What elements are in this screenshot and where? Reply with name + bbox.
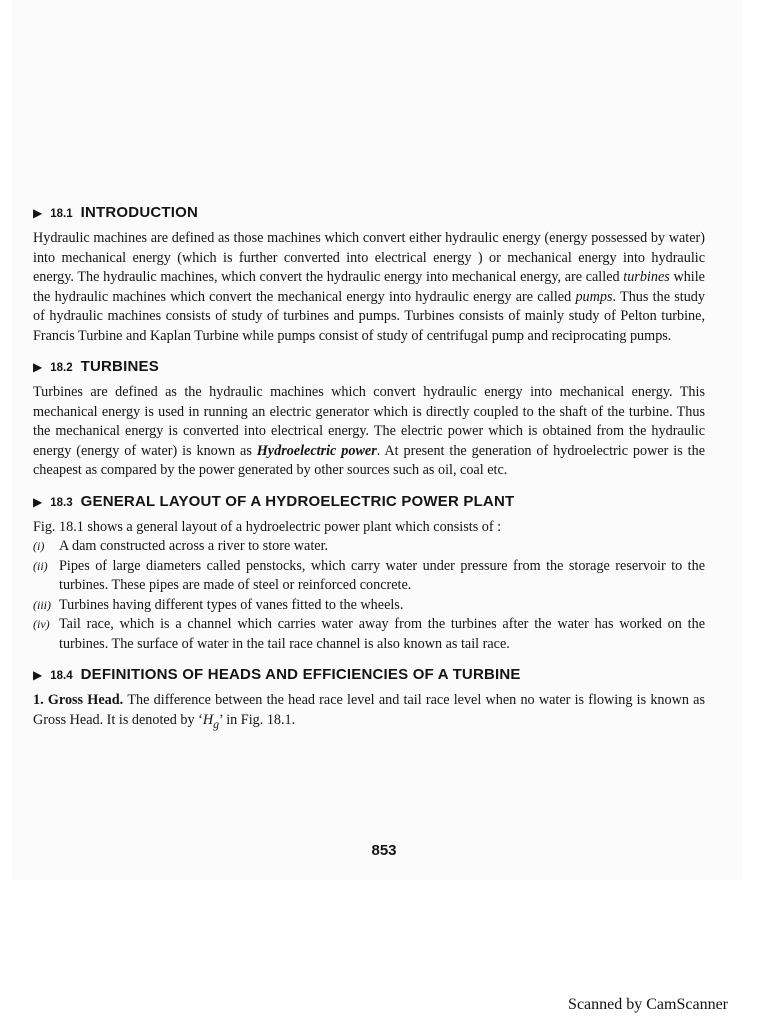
section-introduction [33,204,705,346]
list-item: (iii) Turbines having different types of vanes fitted to the wheels. [33,596,404,613]
triangle-bullet-icon: ▶ [33,360,43,374]
section-number: 18.4 [50,670,73,682]
section-paragraph: Turbines are defined as the hydraulic machines which convert hydraulic energy into mechanical energy. This mechanical energy is used in running an electric generator which is directly coupled to the shaft of the turbine. Thus the mechanical energy is converted into electrical energy. The electric power which is obtained from the hydraulic energy (energy of water) is known as Hydroelectric power. At present the generation of hydroelectric power is the cheapest as compared by the power generated by other sources such as oil, coal etc. [33,384,705,478]
section-general-layout [33,493,705,655]
list-item: (i) A dam constructed across a river to store water. [33,538,329,554]
section-title: DEFINITIONS OF HEADS AND EFFICIENCIES OF A TURBINE [80,666,521,683]
section-paragraph: 1. Gross Head. The difference between the head race level and tail race level when no water is flowing is known as Gross Head. It is denoted by ‘$H_g$’ in Fig. 18.1. [33,692,705,731]
section-intro: Fig. 18.1 shows a general layout of a hydroelectric power plant which consists of : [33,518,502,535]
section-number: 18.2 [50,362,73,374]
component-list [33,537,705,654]
section-heading [33,204,705,221]
triangle-bullet-icon: ▶ [33,206,43,220]
section-title: TURBINES [80,358,159,375]
section-heading [33,666,705,683]
section-definitions [33,666,705,734]
page-content [33,204,705,746]
section-heading [33,358,705,375]
section-title: GENERAL LAYOUT OF A HYDROELECTRIC POWER PLANT [80,492,515,510]
triangle-bullet-icon: ▶ [33,668,43,682]
section-number: 18.3 [50,496,73,509]
list-item: (ii) Pipes of large diameters called penstocks, which carry water under pressure from the storage reservoir to the turbines. These pipes are made of steel or reinforced concrete. [33,557,705,593]
scanner-watermark: Scanned by CamScanner [568,996,728,1013]
list-item: (iv) Tail race, which is a channel which carries water away from the turbines after the water has worked on the turbines. The surface of water in the tail race channel is also known as tail race. [33,616,705,652]
section-turbines [33,358,705,481]
section-heading [33,493,705,510]
page-number: 853 [371,842,397,859]
triangle-bullet-icon: ▶ [33,494,43,509]
section-paragraph: Hydraulic machines are defined as those machines which convert either hydraulic energy (energy possessed by water) into mechanical energy (which is further converted into electrical energy ) or mechanical energy into hydraulic energy. The hydraulic machines, which convert the hydraulic energy into mechanical energy, are called turbines while the hydraulic machines which convert the mechanical energy into hydraulic energy are called pumps. Thus the study of hydraulic machines consists of study of turbines and pumps. Turbines consists of mainly study of Pelton turbine, Francis Turbine and Kaplan Turbine while pumps consist of study of centrifugal pump and reciprocating pumps. [33,230,705,344]
section-number: 18.1 [50,208,73,220]
section-title: INTRODUCTION [80,204,199,221]
